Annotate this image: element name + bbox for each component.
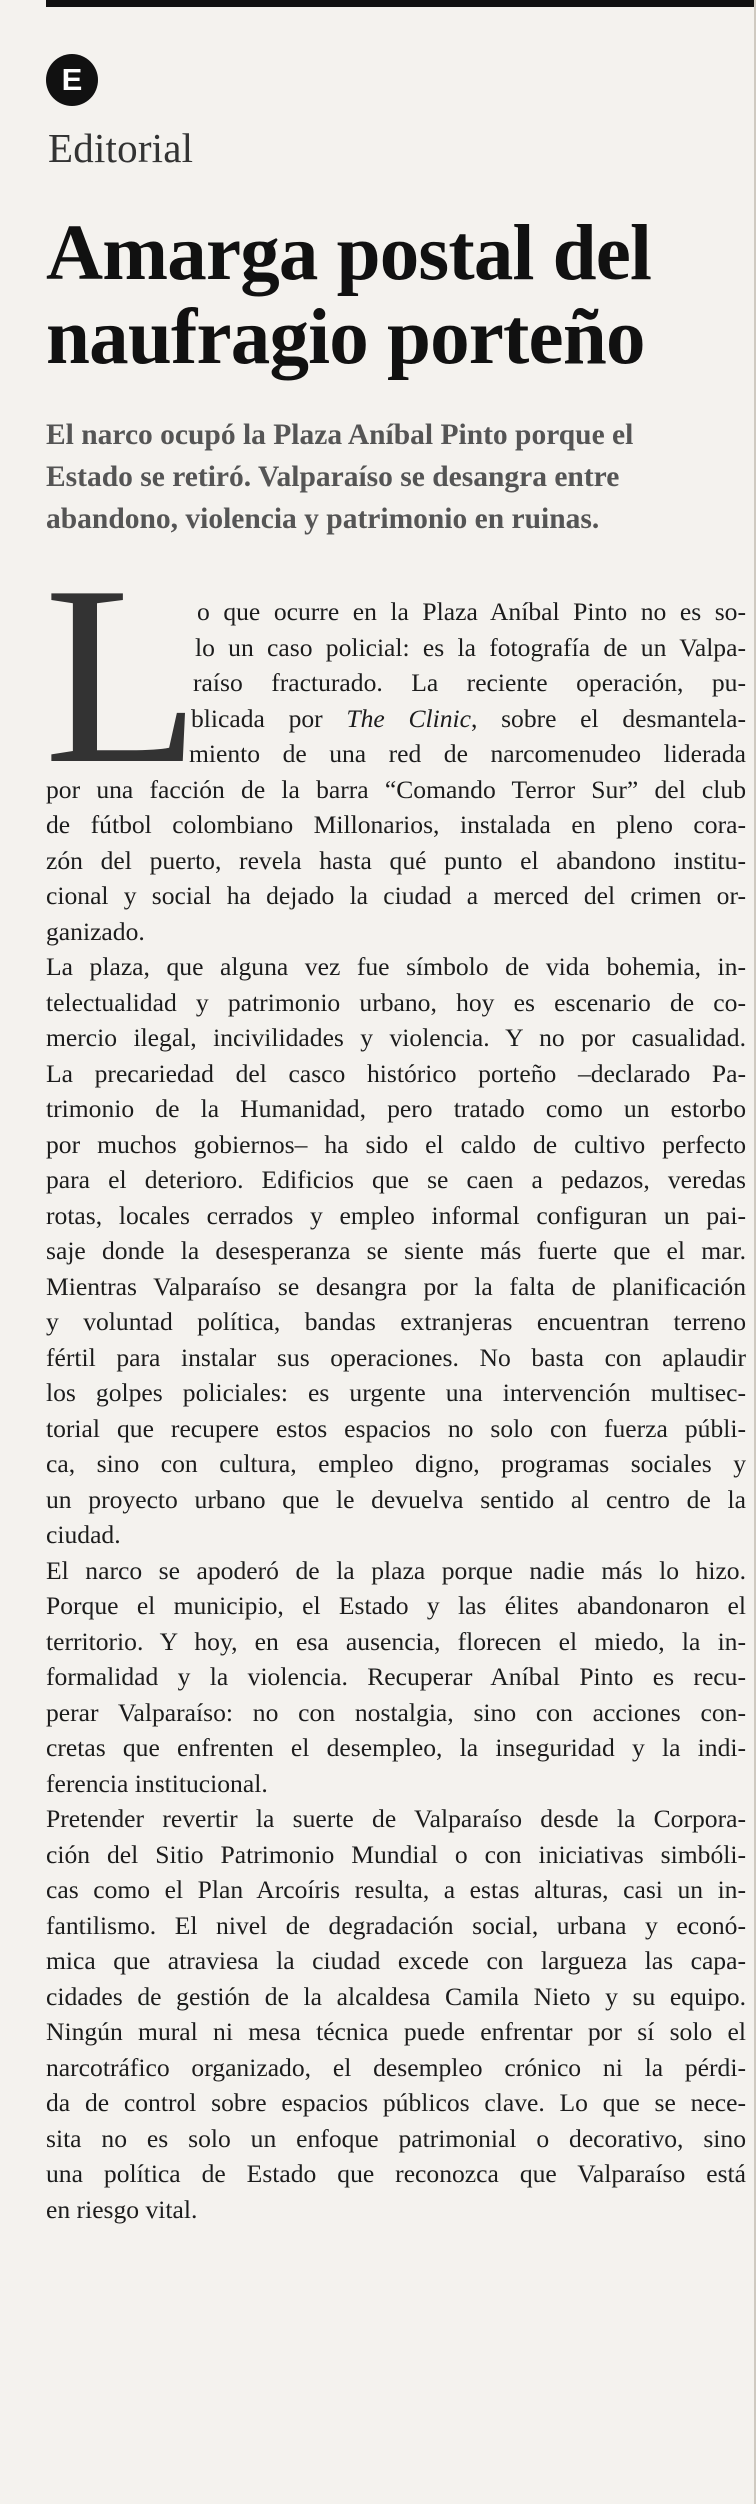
body-line: cidades de gestión de la alcaldesa Camila Nieto y su equipo. [46, 1981, 746, 2011]
headline [46, 212, 746, 380]
body-line: cas como el Plan Arcoíris resulta, a estas alturas, casi un in- [46, 1875, 746, 1904]
deck-line: El narco ocupó la Plaza Aníbal Pinto porque el [46, 419, 634, 451]
body-line: La precariedad del casco histórico porteño –declarado Pa- [46, 1058, 746, 1088]
deck-line: Estado se retiró. Valparaíso se desangra entre [46, 461, 620, 493]
body-line: de fútbol colombiano Millonarios, instalada en pleno cora- [46, 810, 746, 839]
body-line: telectualidad y patrimonio urbano, hoy es escenario de co- [46, 987, 746, 1017]
body-line: en riesgo vital. [46, 2194, 198, 2224]
body-line: narcotráfico organizado, el desempleo crónico ni la pérdi- [46, 2052, 746, 2082]
body-line: sita no es solo un enfoque patrimonial o decorativo, sino [46, 2123, 746, 2153]
body-line: Ningún mural ni mesa técnica puede enfrentar por sí solo el [46, 2017, 746, 2046]
publication-name: The Clinic [346, 703, 471, 733]
body-line: La plaza, que alguna vez fue símbolo de vida bohemia, in- [46, 952, 746, 981]
body-line: mica que atraviesa la ciudad excede con largueza las capa- [46, 1946, 746, 1975]
body-line: Pretender revertir la suerte de Valparaíso desde la Corpora- [46, 1804, 746, 1833]
top-rule [46, 0, 756, 7]
section-badge-icon: E [46, 54, 98, 106]
body-line: un proyecto urbano que le devuelva sentido al centro de la [46, 1484, 746, 1514]
headline-line: naufragio porteño [46, 294, 645, 381]
body-line: por muchos gobiernos– ha sido el caldo de cultivo perfecto [46, 1129, 746, 1159]
body-line: o que ocurre en la Plaza Aníbal Pinto no es so- [197, 597, 746, 626]
body-line: miento de una red de narcomenudeo liderada [189, 739, 746, 768]
body-line: territorio. Y hoy, en esa ausencia, florecen el miedo, la in- [46, 1626, 746, 1656]
body-line: da de control sobre espacios públicos clave. Lo que se nece- [46, 2088, 746, 2117]
body-line: Porque el municipio, el Estado y las élites abandonaron el [46, 1591, 746, 1620]
headline-line: Amarga postal del [46, 210, 652, 297]
body-line: fértil para instalar sus operaciones. No basta con aplaudir [46, 1342, 746, 1372]
body-line: Mientras Valparaíso se desangra por la falta de planificación [46, 1271, 746, 1301]
body-fragment: blicada por [191, 703, 323, 733]
deck-line: abandono, violencia y patrimonio en ruinas. [46, 503, 600, 535]
body-line [46, 701, 746, 737]
body-line: rotas, locales cerrados y empleo informal configuran un pai- [46, 1200, 746, 1230]
body-line: zón del puerto, revela hasta qué punto el abandono institu- [46, 845, 746, 875]
body-line: fantilismo. El nivel de degradación social, urbana y econó- [46, 1910, 746, 1940]
drop-cap: L [44, 534, 201, 817]
section-label: Editorial [48, 125, 194, 171]
body-line: perar Valparaíso: no con nostalgia, sino con acciones con- [46, 1697, 746, 1727]
body-fragment: , sobre el desmantela- [471, 703, 746, 733]
body-line: ferencia institucional. [46, 1768, 268, 1798]
body-line: raíso fracturado. La reciente operación, pu- [193, 668, 746, 697]
body-line: saje donde la desesperanza se siente más fuerte que el mar. [46, 1236, 746, 1265]
article-body [46, 594, 746, 2227]
body-line: y voluntad política, bandas extranjeras encuentran terreno [46, 1307, 746, 1336]
body-line: una política de Estado que reconozca que Valparaíso está [46, 2159, 746, 2188]
body-line: los golpes policiales: es urgente una intervención multisec- [46, 1378, 746, 1407]
body-line: trimonio de la Humanidad, pero tratado como un estorbo [46, 1094, 746, 1123]
body-line: por una facción de la barra “Comando Terror Sur” del club [46, 774, 746, 804]
body-line: ca, sino con cultura, empleo digno, programas sociales y [46, 1449, 746, 1478]
body-line: torial que recupere estos espacios no solo con fuerza públi- [46, 1413, 746, 1443]
body-line: formalidad y la violencia. Recuperar Aníbal Pinto es recu- [46, 1662, 746, 1691]
body-line: mercio ilegal, incivilidades y violencia. Y no por casualidad. [46, 1023, 746, 1052]
body-line: ganizado. [46, 916, 145, 946]
body-line: cional y social ha dejado la ciudad a merced del crimen or- [46, 881, 746, 910]
body-line: El narco se apoderó de la plaza porque nadie más lo hizo. [46, 1555, 746, 1585]
body-line: lo un caso policial: es la fotografía de un Valpa- [195, 632, 746, 662]
body-line: para el deterioro. Edificios que se caen a pedazos, veredas [46, 1165, 746, 1194]
body-line: cretas que enfrenten el desempleo, la inseguridad y la indi- [46, 1733, 746, 1762]
deck [46, 414, 746, 540]
body-line: ciudad. [46, 1520, 121, 1549]
body-line: ción del Sitio Patrimonio Mundial o con iniciativas simbóli- [46, 1839, 746, 1869]
